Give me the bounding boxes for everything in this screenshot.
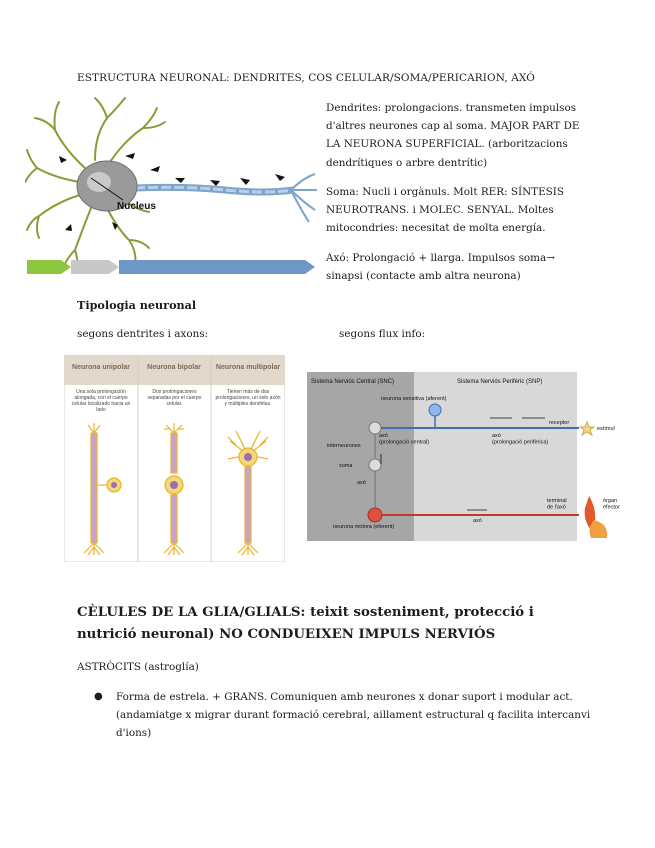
structure-arrows — [27, 260, 315, 274]
type-header-bipolar: Neurona bipolar — [147, 364, 201, 371]
snc-label: Sistema Nerviós Central (SNC) — [311, 379, 395, 385]
astrocytes-label: ASTRÒCITS (astroglía) — [77, 661, 199, 673]
type-desc-unipolar: Una sola prolongación alongada, con el cuerpo celular localizado hacia un lado — [71, 389, 131, 413]
axon-terminals-drawing — [291, 174, 317, 222]
section-heading: ESTRUCTURA NEURONAL: DENDRITES, COS CELULAR/SOMA/PERICARION, AXÓ — [77, 72, 535, 84]
axo-inter-label: axó — [357, 480, 366, 486]
soma-paragraph: Soma: Nucli i orgànuls. Molt RER: SÍNTESIS NEUROTRANS. i MOLEC. SENYAL. Moltes mitocondries: necesitat de molta energía. — [326, 186, 565, 235]
axo-paragraph: Axó: Prolongació + llarga. Impulsos soma→ sinapsi (contacte amb altra neurona) — [326, 252, 555, 283]
glia-heading: CÈLULES DE LA GLIA/GLIALS: teixit sosteniment, protecció i nutrició neuronal) NO CONDUEIXEN IMPULS NERVIÓS — [77, 605, 534, 642]
type-header-multipolar: Neurona multipolar — [215, 364, 281, 371]
nucleus-label: Nucleus — [117, 201, 156, 212]
effector-label: òrgan efector — [603, 498, 620, 511]
sensory-label: neurona sensitiva (aferent) — [381, 396, 447, 402]
axo-central-label: axó (prolongació central) — [379, 433, 430, 446]
type-header-unipolar: Neurona unipolar — [72, 364, 130, 371]
motor-label: neurona motora (eferent) — [333, 524, 395, 530]
info-flow-diagram — [307, 372, 620, 541]
neuron-types-figure — [64, 355, 285, 562]
axo-peripheral-label: axó (prolongació perifèrica) — [492, 433, 549, 446]
astrocytes-description: Forma de estrela. + GRANS. Comuniquen amb neurones x donar suport i modular act. (andamiatge x migrar durant formació cerebral, aillament estructural q facilita intercanvi d'ions) — [116, 691, 591, 739]
tipologia-heading: Tipologia neuronal — [77, 298, 197, 312]
receptor-label: receptor — [549, 420, 570, 426]
interneuron-soma — [369, 459, 381, 471]
terminal-label: terminal de l'axó — [547, 498, 567, 511]
snp-label: Sistema Nerviós Perifèric (SNP) — [457, 379, 543, 385]
soma-label: soma — [339, 463, 353, 469]
stimulus-label: estímul — [597, 426, 615, 432]
subheading-dendrites-axons: segons dentrites i axons: — [77, 328, 209, 340]
sensory-neuron-soma — [429, 404, 441, 416]
axo-motor-label: axó — [473, 518, 482, 524]
dendrites-paragraph: Dendrites: prolongacions. transmeten impulsos d'altres neurones cap al soma. MAJOR PART DE LA NEURONA SUPERFICIAL. (arboritzacions dendrítiques o arbre dentrític) — [326, 102, 580, 169]
interneurons-label: interneurones — [327, 443, 361, 449]
subheading-info-flow: segons flux info: — [339, 328, 426, 340]
type-desc-bipolar: Dos prolongaciones separadas por el cuerpo celular. — [147, 389, 202, 407]
type-desc-multipolar: Tienen más de dos prolongaciones, un solo axón y múltiples dendritas. — [215, 389, 281, 407]
bullet-icon: ● — [94, 691, 103, 702]
motor-neuron-soma — [368, 508, 382, 522]
neuron-illustration — [25, 90, 317, 280]
